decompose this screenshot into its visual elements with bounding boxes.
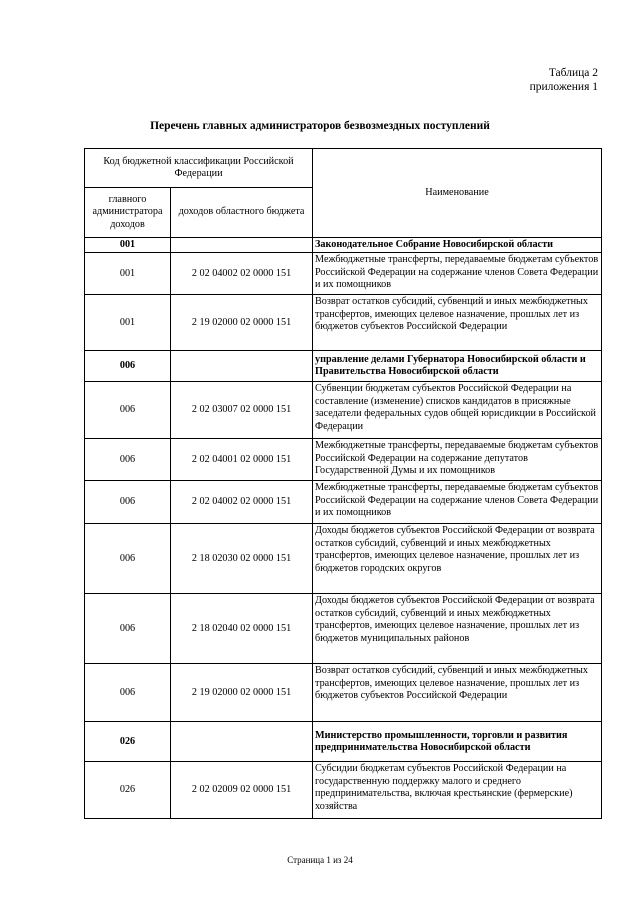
name-cell: Субсидии бюджетам субъектов Российской Федерации на государственную поддержку малого и среднего предпринимательства, включая крестьянские (фермерские) хозяйства bbox=[313, 762, 602, 819]
administrators-table bbox=[84, 148, 602, 819]
name-cell: Министерство промышленности, торговли и развития предпринимательства Новосибирской области bbox=[313, 722, 602, 762]
admin-code-cell: 001 bbox=[85, 253, 171, 295]
income-code-cell: 2 02 04002 02 0000 151 bbox=[171, 481, 313, 524]
header-income: доходов областного бюджета bbox=[171, 188, 313, 238]
income-code-cell bbox=[171, 238, 313, 253]
document-title: Перечень главных администраторов безвозмездных поступлений bbox=[150, 120, 490, 132]
table-row bbox=[85, 253, 602, 295]
name-cell: Доходы бюджетов субъектов Российской Федерации от возврата остатков субсидий, субвенций и иных межбюджетных трансфертов, имеющих целевое назначение, прошлых лет из бюджетов городских округов bbox=[313, 524, 602, 594]
name-cell: Возврат остатков субсидий, субвенций и иных межбюджетных трансфертов, имеющих целевое назначение, прошлых лет из бюджетов субъектов Российской Федерации bbox=[313, 295, 602, 351]
admin-code-cell: 006 bbox=[85, 594, 171, 664]
admin-code-cell: 026 bbox=[85, 762, 171, 819]
income-code-cell: 2 18 02040 02 0000 151 bbox=[171, 594, 313, 664]
page-footer: Страница 1 из 24 bbox=[287, 855, 353, 865]
income-code-cell: 2 19 02000 02 0000 151 bbox=[171, 295, 313, 351]
table-row bbox=[85, 295, 602, 351]
income-code-cell bbox=[171, 351, 313, 382]
name-cell: Возврат остатков субсидий, субвенций и иных межбюджетных трансфертов, имеющих целевое назначение, прошлых лет из бюджетов субъектов Российской Федерации bbox=[313, 664, 602, 722]
admin-code-cell: 006 bbox=[85, 524, 171, 594]
table-row bbox=[85, 439, 602, 481]
income-code-cell: 2 02 04001 02 0000 151 bbox=[171, 439, 313, 481]
admin-code-cell: 001 bbox=[85, 238, 171, 253]
table-row bbox=[85, 351, 602, 382]
admin-code-cell: 026 bbox=[85, 722, 171, 762]
name-cell: управление делами Губернатора Новосибирской области и Правительства Новосибирской области bbox=[313, 351, 602, 382]
header-admin: главного администратора доходов bbox=[85, 188, 171, 238]
appendix-label: приложения 1 bbox=[529, 81, 598, 93]
admin-code-cell: 001 bbox=[85, 295, 171, 351]
table-label: Таблица 2 bbox=[548, 67, 598, 79]
admin-code-cell: 006 bbox=[85, 481, 171, 524]
header-name: Наименование bbox=[313, 149, 602, 238]
table-row bbox=[85, 481, 602, 524]
income-code-cell: 2 18 02030 02 0000 151 bbox=[171, 524, 313, 594]
appendix-reference bbox=[530, 66, 598, 94]
income-code-cell: 2 19 02000 02 0000 151 bbox=[171, 664, 313, 722]
table-row bbox=[85, 594, 602, 664]
table-row bbox=[85, 524, 602, 594]
income-code-cell bbox=[171, 722, 313, 762]
name-cell: Межбюджетные трансферты, передаваемые бюджетам субъектов Российской Федерации на содержание депутатов Государственной Думы и их помощников bbox=[313, 439, 602, 481]
income-code-cell: 2 02 03007 02 0000 151 bbox=[171, 382, 313, 439]
table-row bbox=[85, 762, 602, 819]
header-kbk-group: Код бюджетной классификации Российской Федерации bbox=[85, 149, 313, 188]
table-row bbox=[85, 722, 602, 762]
table-row bbox=[85, 238, 602, 253]
name-cell: Межбюджетные трансферты, передаваемые бюджетам субъектов Российской Федерации на содержание членов Совета Федерации и их помощников bbox=[313, 253, 602, 295]
admin-code-cell: 006 bbox=[85, 351, 171, 382]
name-cell: Законодательное Собрание Новосибирской области bbox=[313, 238, 602, 253]
admin-code-cell: 006 bbox=[85, 439, 171, 481]
admin-code-cell: 006 bbox=[85, 382, 171, 439]
admin-code-cell: 006 bbox=[85, 664, 171, 722]
income-code-cell: 2 02 04002 02 0000 151 bbox=[171, 253, 313, 295]
name-cell: Субвенции бюджетам субъектов Российской Федерации на составление (изменение) списков кандидатов в присяжные заседатели федеральных судов общей юрисдикции в Российской Федерации bbox=[313, 382, 602, 439]
income-code-cell: 2 02 02009 02 0000 151 bbox=[171, 762, 313, 819]
name-cell: Доходы бюджетов субъектов Российской Федерации от возврата остатков субсидий, субвенций и иных межбюджетных трансфертов, имеющих целевое назначение, прошлых лет из бюджетов муниципальных районов bbox=[313, 594, 602, 664]
table-row bbox=[85, 382, 602, 439]
name-cell: Межбюджетные трансферты, передаваемые бюджетам субъектов Российской Федерации на содержание членов Совета Федерации и их помощников bbox=[313, 481, 602, 524]
table-row bbox=[85, 664, 602, 722]
